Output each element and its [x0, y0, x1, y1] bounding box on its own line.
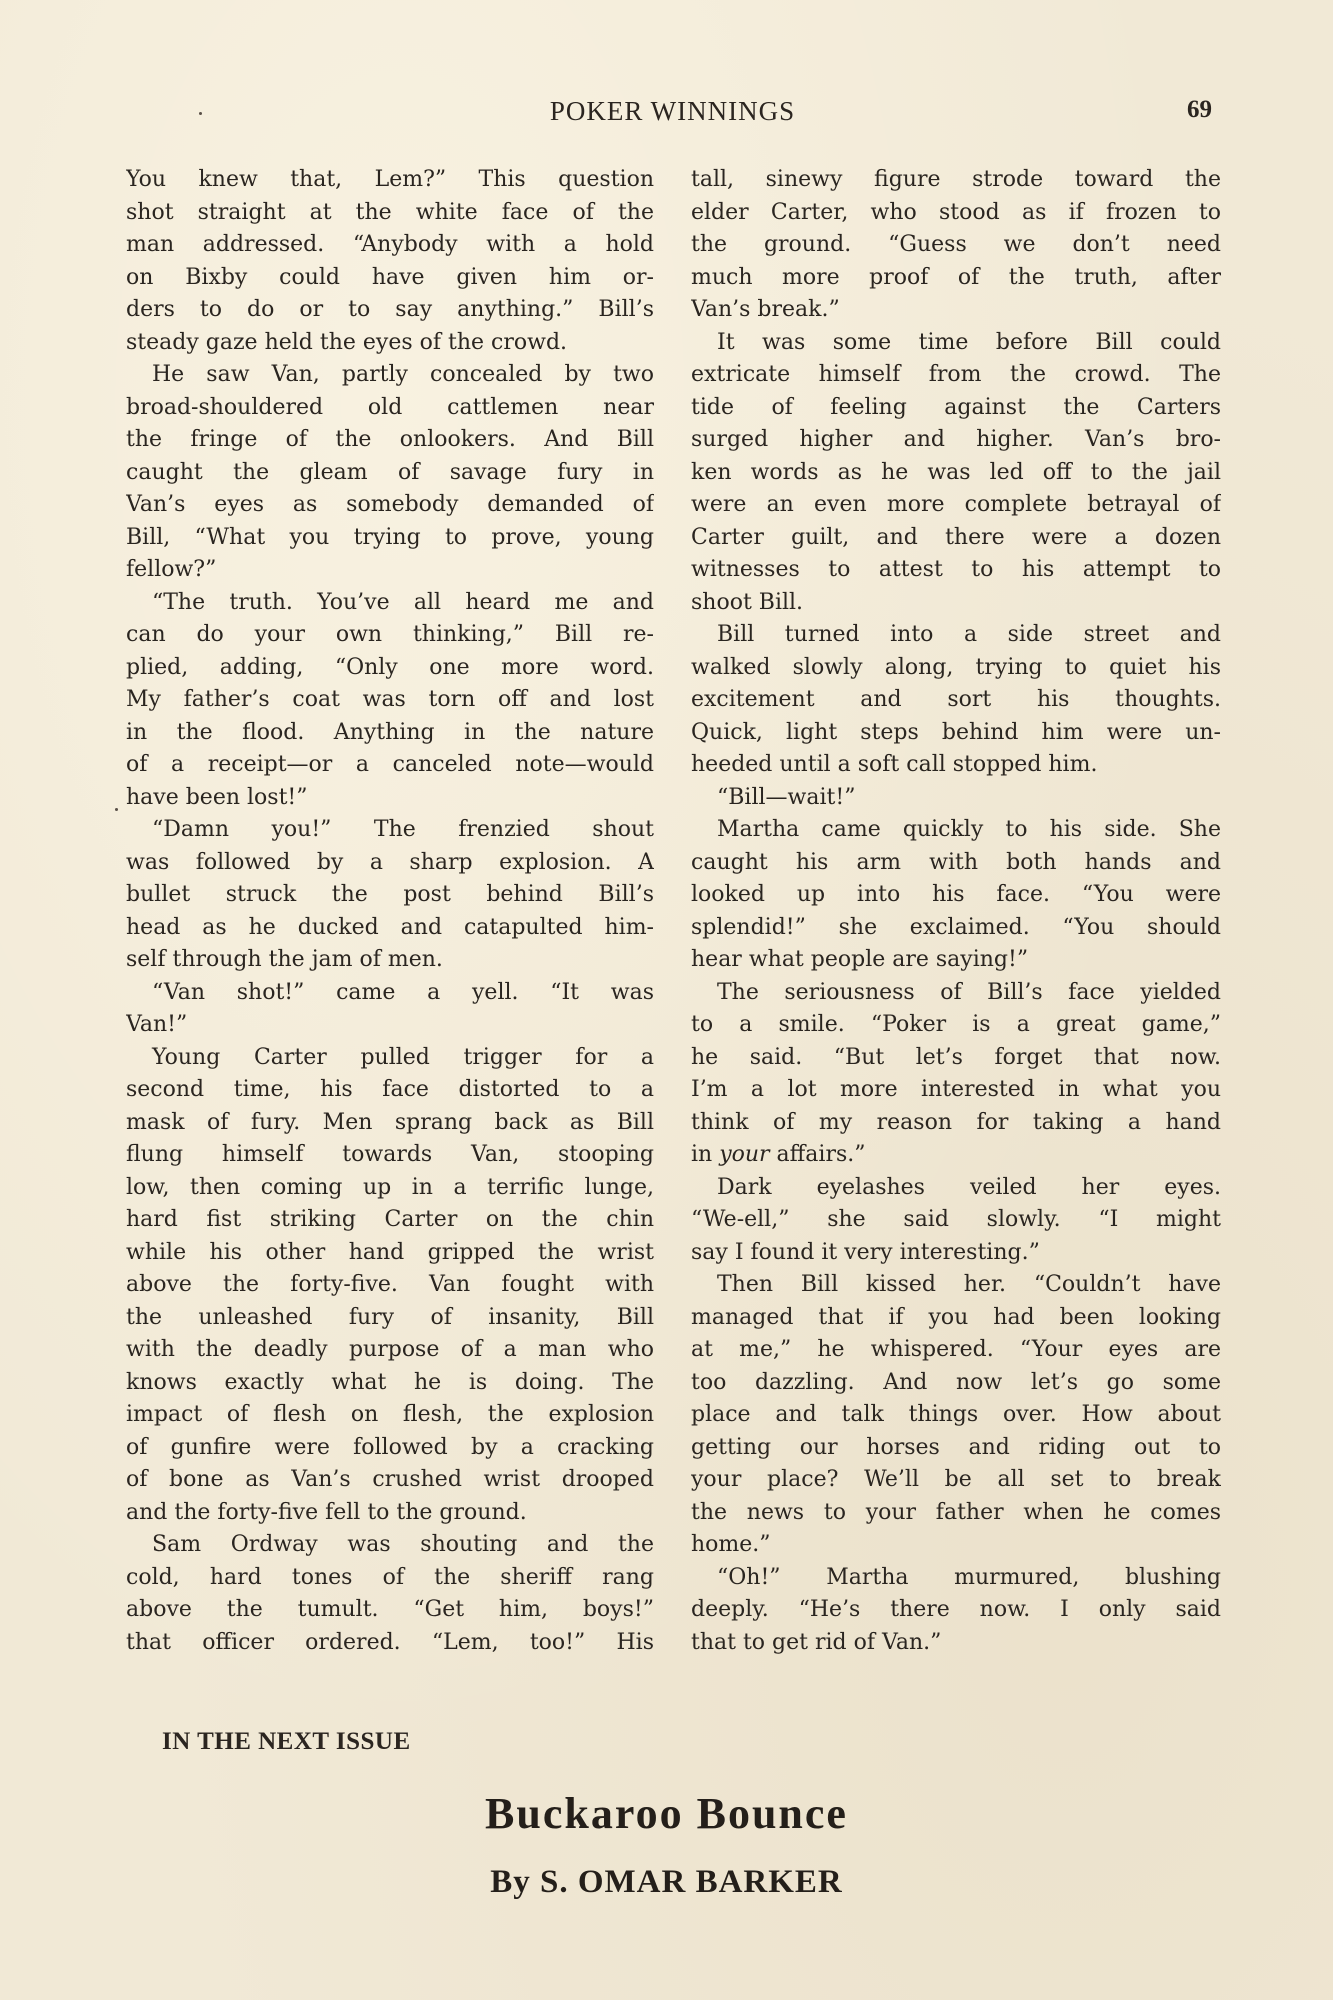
text-line: hear what people are saying!”	[691, 947, 1029, 972]
text-line: can do your own thinking,” Bill re-	[126, 622, 654, 647]
text-line: “The truth. You’ve all heard me and	[152, 589, 654, 615]
text-line: “Bill—wait!”	[717, 784, 856, 810]
text-line: Quick, light steps behind him were un-	[691, 719, 1221, 745]
text-line: home.”	[691, 1532, 771, 1557]
text-line: that to get rid of Van.”	[691, 1629, 942, 1655]
text-line: have been lost!”	[126, 784, 308, 810]
text-line: Van’s break.”	[691, 297, 840, 322]
text-line: low, then coming up in a terrific lunge,	[126, 1174, 654, 1200]
text-line: on Bixby could have given him or-	[126, 264, 654, 290]
text-line: bullet struck the post behind Bill’s	[126, 882, 654, 907]
text-line: of a receipt—or a canceled note—would	[126, 752, 654, 777]
text-line: “Van shot!” came a yell. “It was	[152, 979, 654, 1005]
next-issue-label: IN THE NEXT ISSUE	[162, 1728, 411, 1755]
left-column	[126, 164, 654, 1659]
text-line: extricate himself from the crowd. The	[691, 362, 1221, 387]
text-line: steady gaze held the eyes of the crowd.	[126, 329, 568, 355]
text-line: head as he ducked and catapulted him-	[126, 914, 654, 940]
text-line: with the deadly purpose of a man who	[126, 1337, 654, 1362]
italic-emphasis: your	[719, 1142, 770, 1167]
text-line: Then Bill kissed her. “Couldn’t have	[717, 1272, 1221, 1297]
text-line: Martha came quickly to his side. She	[717, 817, 1221, 842]
text-line: managed that if you had been looking	[691, 1304, 1221, 1330]
text-line: Carter guilt, and there were a dozen	[691, 524, 1221, 550]
text-line: mask of fury. Men sprang back as Bill	[126, 1109, 654, 1135]
running-title: POKER WINNINGS	[549, 96, 796, 126]
text-line: surged higher and higher. Van’s bro-	[691, 427, 1221, 452]
text-line: the news to your father when he comes	[691, 1499, 1221, 1525]
text-line: place and talk things over. How about	[691, 1402, 1221, 1427]
text-line: heeded until a soft call stopped him.	[691, 752, 1098, 777]
text-line: shot straight at the white face of the	[126, 199, 654, 225]
text-line: above the tumult. “Get him, boys!”	[126, 1597, 654, 1622]
text-line: The seriousness of Bill’s face yielded	[717, 979, 1221, 1005]
next-story-byline: By S. OMAR BARKER	[490, 1864, 843, 1900]
text-line: My father’s coat was torn off and lost	[126, 687, 654, 712]
text-line: broad-shouldered old cattlemen near	[126, 394, 654, 420]
text-line: tall, sinewy figure strode toward the	[691, 167, 1221, 192]
text-line: looked up into his face. “You were	[691, 882, 1221, 907]
text-line: Bill, “What you trying to prove, young	[126, 524, 654, 550]
text-line: shoot Bill.	[691, 589, 804, 615]
text-line: impact of flesh on flesh, the explosion	[126, 1402, 654, 1427]
text-line: I’m a lot more interested in what you	[691, 1077, 1221, 1102]
text-line: splendid!” she exclaimed. “You should	[691, 914, 1221, 940]
text-line: second time, his face distorted to a	[126, 1077, 654, 1102]
text-run: affairs.”	[769, 1142, 866, 1167]
text-line: the fringe of the onlookers. And Bill	[126, 427, 654, 452]
right-column	[691, 164, 1221, 1659]
text-line: think of my reason for taking a hand	[691, 1109, 1221, 1135]
text-line: was followed by a sharp explosion. A	[126, 849, 654, 875]
text-line: Van’s eyes as somebody demanded of	[126, 492, 654, 517]
text-line: ken words as he was led off to the jail	[691, 459, 1221, 485]
text-line: he said. “But let’s forget that now.	[691, 1044, 1221, 1070]
text-line: to a smile. “Poker is a great game,”	[691, 1012, 1221, 1037]
text-line: deeply. “He’s there now. I only said	[691, 1597, 1221, 1622]
text-line: say I found it very interesting.”	[691, 1239, 1040, 1265]
next-story-title: Buckaroo Bounce	[485, 1789, 848, 1838]
text-line: hard fist striking Carter on the chin	[126, 1207, 654, 1232]
text-line: You knew that, Lem?” This question	[126, 167, 654, 192]
text-line: “Damn you!” The frenzied shout	[152, 817, 654, 842]
text-line: self through the jam of men.	[126, 947, 443, 972]
text-line: walked slowly along, trying to quiet his	[691, 654, 1221, 680]
text-line: plied, adding, “Only one more word.	[126, 654, 654, 680]
text-line: much more proof of the truth, after	[691, 264, 1221, 290]
text-line: “Oh!” Martha murmured, blushing	[717, 1564, 1221, 1590]
text-line: “We-ell,” she said slowly. “I might	[691, 1207, 1221, 1232]
text-line: caught the gleam of savage fury in	[126, 459, 654, 485]
text-line: man addressed. “Anybody with a hold	[126, 232, 654, 257]
text-line: cold, hard tones of the sheriff rang	[126, 1564, 654, 1590]
text-line: Young Carter pulled trigger for a	[152, 1044, 654, 1070]
text-line: your place? We’ll be all set to break	[691, 1467, 1221, 1492]
text-run: in	[691, 1142, 720, 1167]
text-line: were an even more complete betrayal of	[691, 492, 1221, 517]
margin-ink-dot	[115, 808, 118, 811]
text-line: Bill turned into a side street and	[717, 622, 1221, 647]
text-line: above the forty-five. Van fought with	[126, 1272, 654, 1297]
running-head	[125, 96, 1220, 132]
text-line: of gunfire were followed by a cracking	[126, 1434, 654, 1460]
text-line: Dark eyelashes veiled her eyes.	[717, 1174, 1221, 1200]
text-line: tide of feeling against the Carters	[691, 394, 1221, 420]
text-line: He saw Van, partly concealed by two	[152, 362, 654, 387]
text-line: Van!”	[126, 1012, 188, 1037]
text-line	[691, 1139, 1221, 1172]
text-line: the ground. “Guess we don’t need	[691, 232, 1221, 257]
text-line: getting our horses and riding out to	[691, 1434, 1221, 1460]
text-line: knows exactly what he is doing. The	[126, 1369, 654, 1395]
text-line: fellow?”	[126, 557, 217, 582]
text-line: flung himself towards Van, stooping	[126, 1142, 654, 1167]
text-line: too dazzling. And now let’s go some	[691, 1369, 1221, 1395]
text-line: elder Carter, who stood as if frozen to	[691, 199, 1221, 225]
text-line: at me,” he whispered. “Your eyes are	[691, 1337, 1221, 1362]
text-line: Sam Ordway was shouting and the	[152, 1532, 654, 1557]
text-line: of bone as Van’s crushed wrist drooped	[126, 1467, 654, 1492]
page-number: 69	[1187, 96, 1212, 123]
text-line: the unleashed fury of insanity, Bill	[126, 1304, 654, 1330]
text-line: and the forty-five fell to the ground.	[126, 1499, 527, 1525]
text-line: caught his arm with both hands and	[691, 849, 1221, 875]
text-line: in the flood. Anything in the nature	[126, 719, 654, 745]
text-line: while his other hand gripped the wrist	[126, 1239, 654, 1265]
text-line: witnesses to attest to his attempt to	[691, 557, 1221, 582]
text-line: that officer ordered. “Lem, too!” His	[126, 1629, 654, 1655]
text-line: excitement and sort his thoughts.	[691, 687, 1221, 712]
text-line: ders to do or to say anything.” Bill’s	[126, 297, 654, 322]
text-line: It was some time before Bill could	[717, 329, 1221, 355]
